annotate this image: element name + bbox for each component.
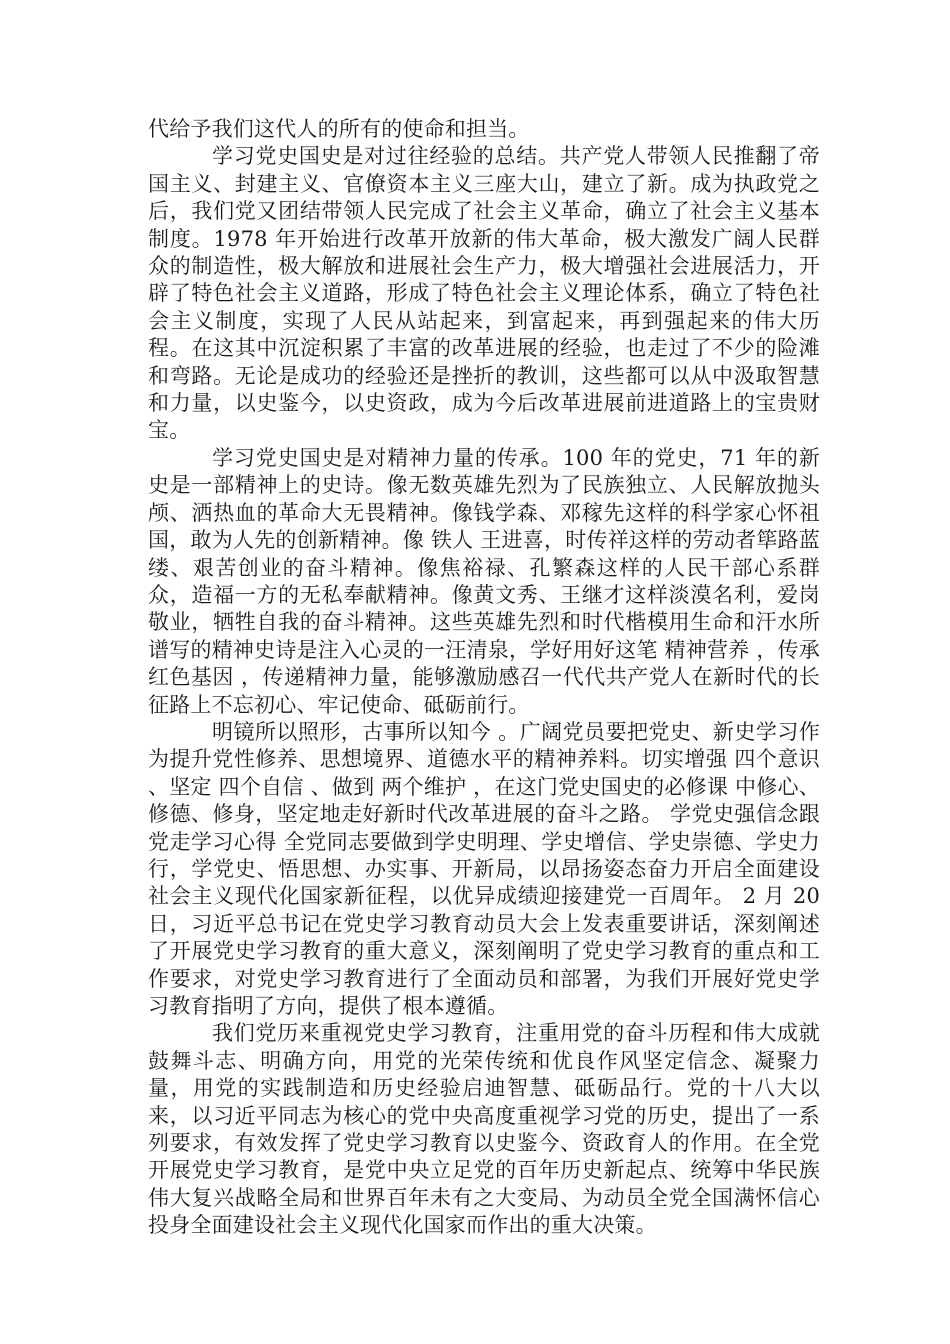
document-body [148, 116, 820, 1240]
paragraph-past-experience: 学习党史国史是对过往经验的总结。共产党人带领人民推翻了帝国主义、封建主义、官僚资本主义三座大山，建立了新。成为执政党之后，我们党又团结带领人民完成了社会主义革命，确立了社会主义基本制度。1978 年开始进行改革开放新的伟大革命，极大激发广阔人民群众的制造性，极大解放和进展社会生产力，极大增强社会进展活力，开辟了特色社会主义道路，形成了特色社会主义理论体系，确立了特色社会主义制度，实现了人民从站起来，到富起来，再到强起来的伟大历程。在这其中沉淀积累了丰富的改革进展的经验，也走过了不少的险滩和弯路。无论是成功的经验还是挫折的教训，这些都可以从中汲取智慧和力量，以史鉴今，以史资政，成为今后改革进展前进道路上的宝贵财宝。 [148, 144, 820, 443]
paragraph-mirror-history: 明镜所以照形，古事所以知今 。广阔党员要把党史、新史学习作为提升党性修养、思想境界、道德水平的精神养料。切实增强 四个意识 、坚定 四个自信 、做到 两个维护 ，在这门党史国史的必修课 中修心、修德、修身，坚定地走好新时代改革进展的奋斗之路。 学党史强信念跟党走学习心得 全党同志要做到学史明理、学史增信、学史崇德、学史力行，学党史、悟思想、办实事、开新局，以昂扬姿态奋力开启全面建设社会主义现代化国家新征程，以优异成绩迎接建党一百周年。 2 月 20 日，习近平总书记在党史学习教育动员大会上发表重要讲话，深刻阐述了开展党史学习教育的重大意义，深刻阐明了党史学习教育的重点和工作要求，对党史学习教育进行了全面动员和部署，为我们开展好党史学习教育指明了方向，提供了根本遵循。 [148, 719, 820, 1018]
paragraph-continuation: 代给予我们这代人的所有的使命和担当。 [148, 117, 530, 141]
paragraph-party-education: 我们党历来重视党史学习教育，注重用党的奋斗历程和伟大成就鼓舞斗志、明确方向，用党的光荣传统和优良作风坚定信念、凝聚力量，用党的实践制造和历史经验启迪智慧、砥砺品行。党的十八大以来，以习近平同志为核心的党中央高度重视学习党的历史，提出了一系列要求，有效发挥了党史学习教育以史鉴今、资政育人的作用。在全党开展党史学习教育，是党中央立足党的百年历史新起点、统筹中华民族伟大复兴战略全局和世界百年未有之大变局、为动员全党全国满怀信心投身全面建设社会主义现代化国家而作出的重大决策。 [148, 1021, 820, 1238]
paragraph-spiritual-strength: 学习党史国史是对精神力量的传承。100 年的党史，71 年的新史是一部精神上的史诗。像无数英雄先烈为了民族独立、人民解放抛头颅、洒热血的革命大无畏精神。像钱学森、邓稼先这样的科学家心怀祖国，敢为人先的创新精神。像 铁人 王进喜，时传祥这样的劳动者筚路蓝缕、艰苦创业的奋斗精神。像焦裕禄、孔繁森这样的人民干部心系群众，造福一方的无私奉献精神。像黄文秀、王继才这样淡漠名利，爱岗敬业，牺牲自我的奋斗精神。这些英雄先烈和时代楷模用生命和汗水所谱写的精神史诗是注入心灵的一汪清泉，学好用好这笔 精神营养 ，传承 红色基因 ，传递精神力量，能够激励感召一代代共产党人在新时代的长征路上不忘初心、牢记使命、砥砺前行。 [148, 445, 820, 717]
